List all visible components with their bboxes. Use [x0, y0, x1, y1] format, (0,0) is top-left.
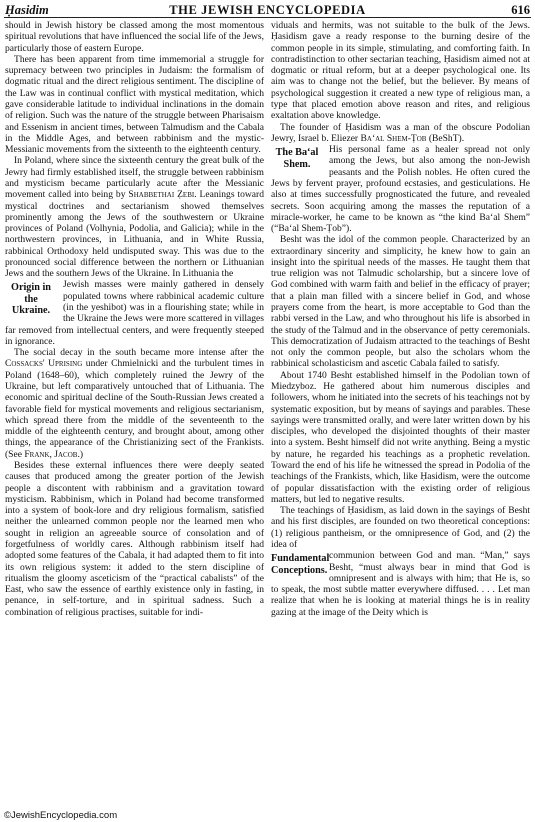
paragraph: Origin in the Ukraine. Jewish masses were mainly gathered in densely populated towns where rabbinical academic culture (in the yeshibot) was in a flourishing state; while in the Ukraine the Jews were more scattered in villages far removed from intellectual centers, and were frequently steeped in ignorance.	[5, 279, 264, 347]
paragraph: About 1740 Besht established himself in the Podolian town of Miedzyboz. He gathered about him numerous disciples and followers, whom he initiated into the secrets of his teachings not by systematic exposition, but by means of sayings and parables. These sayings were transmitted orally, and were later written down by his disciples, who developed the disjointed thoughts of their master into a system. Besht himself did not write anything. Being a mystic by nature, he regarded his teachings as a prophetic revelation. Toward the end of his life he witnessed the spread in Podolia of the teachings of the Frankists, which, like Ḥasidism, were the outcome of popular dissatisfaction with the existing order of religious matters, but led to negative results.	[271, 369, 530, 505]
paragraph: The social decay in the south became more intense after the Cossacks' Uprising under Chmielnicki and the turbulent times in Poland (1648–60), which completely ruined the Jewry of the Ukraine, but left comparatively untouched that of Lithuania. The economic and spiritual decline of the South-Russian Jews created a favorable field for mystical movements and religious sectarianism, which spread there from the middle of the seventeenth to the middle of the eighteenth century, and brought about, among other things, the appearance of the Christianizing sect of the Frankists. (See Frank, Jacob.)	[5, 347, 264, 460]
cross-reference-link[interactable]: Frank, Jacob	[24, 448, 78, 460]
cross-reference-link[interactable]: Cossacks' Uprising	[5, 358, 83, 370]
paragraph: The founder of Ḥasidism was a man of the obscure Podolian Jewry, Israel b. Eliezer Ba‘al Shem-Ṭob (BeShT).	[271, 121, 530, 144]
header-entry-title: Ḥasidim	[5, 3, 49, 17]
side-heading: Fundamental Conceptions.	[271, 553, 330, 576]
side-heading: The Ba‘al Shem.	[275, 147, 319, 170]
paragraph: In Poland, where since the sixteenth century the great bulk of the Jewry had firmly established itself, the struggle between rabbinism and mysticism became particularly acute after the Messianic movement called into being by Shabbethai Ẓebi. Leanings toward mystical doctrines and sectarianism showed themselves prominently among the Jews of the southwestern or Ukraine provinces of Poland (Volhynia, Podolia, and Galicia); while in the northwestern provinces, in Lithuania, and in White Russia, rabbinical Orthodoxy held undisputed sway. This was due to the pronounced social difference between the northern or Lithuanian Jews and the southern Jews of the Ukraine. In Lithuania the	[5, 155, 264, 280]
paragraph: The Ba‘al Shem. His personal fame as a healer spread not only among the Jews, but also among the non-Jewish peasants and the Polish nobles. He often cured the Jews by fervent prayer, profound ecstasies, and gesticulations. He also at times successfully prognosticated the future, and revealed secrets. Soon acquiring among the masses the reputation of a miracle-worker, he came to be known as “the kind Ba‘al Shem” (“Ba‘al Shem-Ṭob”).	[271, 144, 530, 235]
paragraph: should in Jewish history be classed among the most momentous spiritual revolutions that have influenced the social life of the Jews, particularly those of eastern Europe.	[5, 20, 264, 54]
side-heading: Origin in the Ukraine.	[11, 282, 51, 317]
right-column	[271, 20, 530, 618]
running-header	[5, 3, 530, 17]
paragraph: Besht was the idol of the common people. Characterized by an extraordinary sincerity and simplicity, he knew how to gain an insight into the spiritual needs of the masses. He taught them that true religion was not Talmudic scholarship, but a sincere love of God combined with warm faith and belief in the efficacy of prayer; that a plain man filled with a sincere belief in God, and whose prayers come from the heart, is more acceptable to God than the rabbi versed in the Law, and who throughout his life is absorbed in the study of the Talmud and in the observance of petty ceremonials. This democratization of Judaism attracted to the teachings of Besht not only the common people, but also the scholars whom the rabbinical scholasticism and ascetic Cabala failed to satisfy.	[271, 234, 530, 370]
header-publication-title: THE JEWISH ENCYCLOPEDIA	[169, 3, 366, 17]
header-rule	[4, 17, 531, 18]
left-column	[5, 20, 264, 618]
copyright-footer: ©JewishEncyclopedia.com	[4, 810, 118, 821]
header-page-number: 616	[511, 3, 530, 17]
cross-reference-link[interactable]: Ba‘al Shem-Ṭob	[360, 132, 427, 144]
paragraph: There has been apparent from time immemorial a struggle for supremacy between two principles in Judaism: the formalism of dogmatic ritual and the direct religious sentiment. The discipline of the Law was in continual conflict with mystical meditation, which gave considerable latitude to individual inclinations in the domain of religion. Such was the nature of the struggle between Pharisaism and Essenism in ancient times, between Talmudism and the Cabala in the Middle Ages, and between rabbinism and the mystic-Messianic movements from the sixteenth to the eighteenth century.	[5, 53, 264, 156]
paragraph: viduals and hermits, was not suitable to the bulk of the Jews. Ḥasidism gave a ready response to the burning desire of the common people in its simple, stimulating, and comforting faith. In contradistinction to other sectarian teaching, Ḥasidism aimed not at dogmatic or ritual reform, but at a deeper psychological one. Its aim was to change not the belief, but the believer. By means of psychological suggestion it created a new type of religious man, a type that placed emotion above reason and rites, and religious exaltation above knowledge.	[271, 20, 530, 122]
cross-reference-link[interactable]: Shabbethai Ẓebi	[128, 189, 195, 201]
paragraph: Besides these external influences there were deeply seated causes that produced among the greater portion of the Jewish people a discontent with rabbinism and a gravitation toward mysticism. Rabbinism, which in Poland had become transformed into a system of book-lore and dry religious formalism, satisfied neither the unlearned common people nor the learned men who sought in religion an agreeable source of consolation and of forgetfulness of worldly cares. Although rabbinism itself had adopted some features of the Cabala, it had adapted them to fit into its own religious system: it added to the stern discipline of ritualism the gloomy asceticism of the “practical cabalists” of the East, who saw the essence of earthly existence only in fasting, in penance, in self-torture, and in spiritual sadness. Such a combination of religious practises, suitable for indi-	[5, 459, 264, 618]
paragraph: Fundamental Conceptions. communion between God and man. “Man,” says Besht, “must always bear in mind that God is omnipresent and is always with him; that He is, so to speak, the most subtle matter everywhere diffused. . . . Let man realize that when he is looking at material things he is in reality gazing at the image of the Deity which is	[271, 550, 530, 618]
paragraph: The teachings of Ḥasidism, as laid down in the sayings of Besht and his first disciples, are founded on two theoretical conceptions: (1) religious pantheism, or the omnipresence of God, and (2) the idea of	[271, 505, 530, 550]
